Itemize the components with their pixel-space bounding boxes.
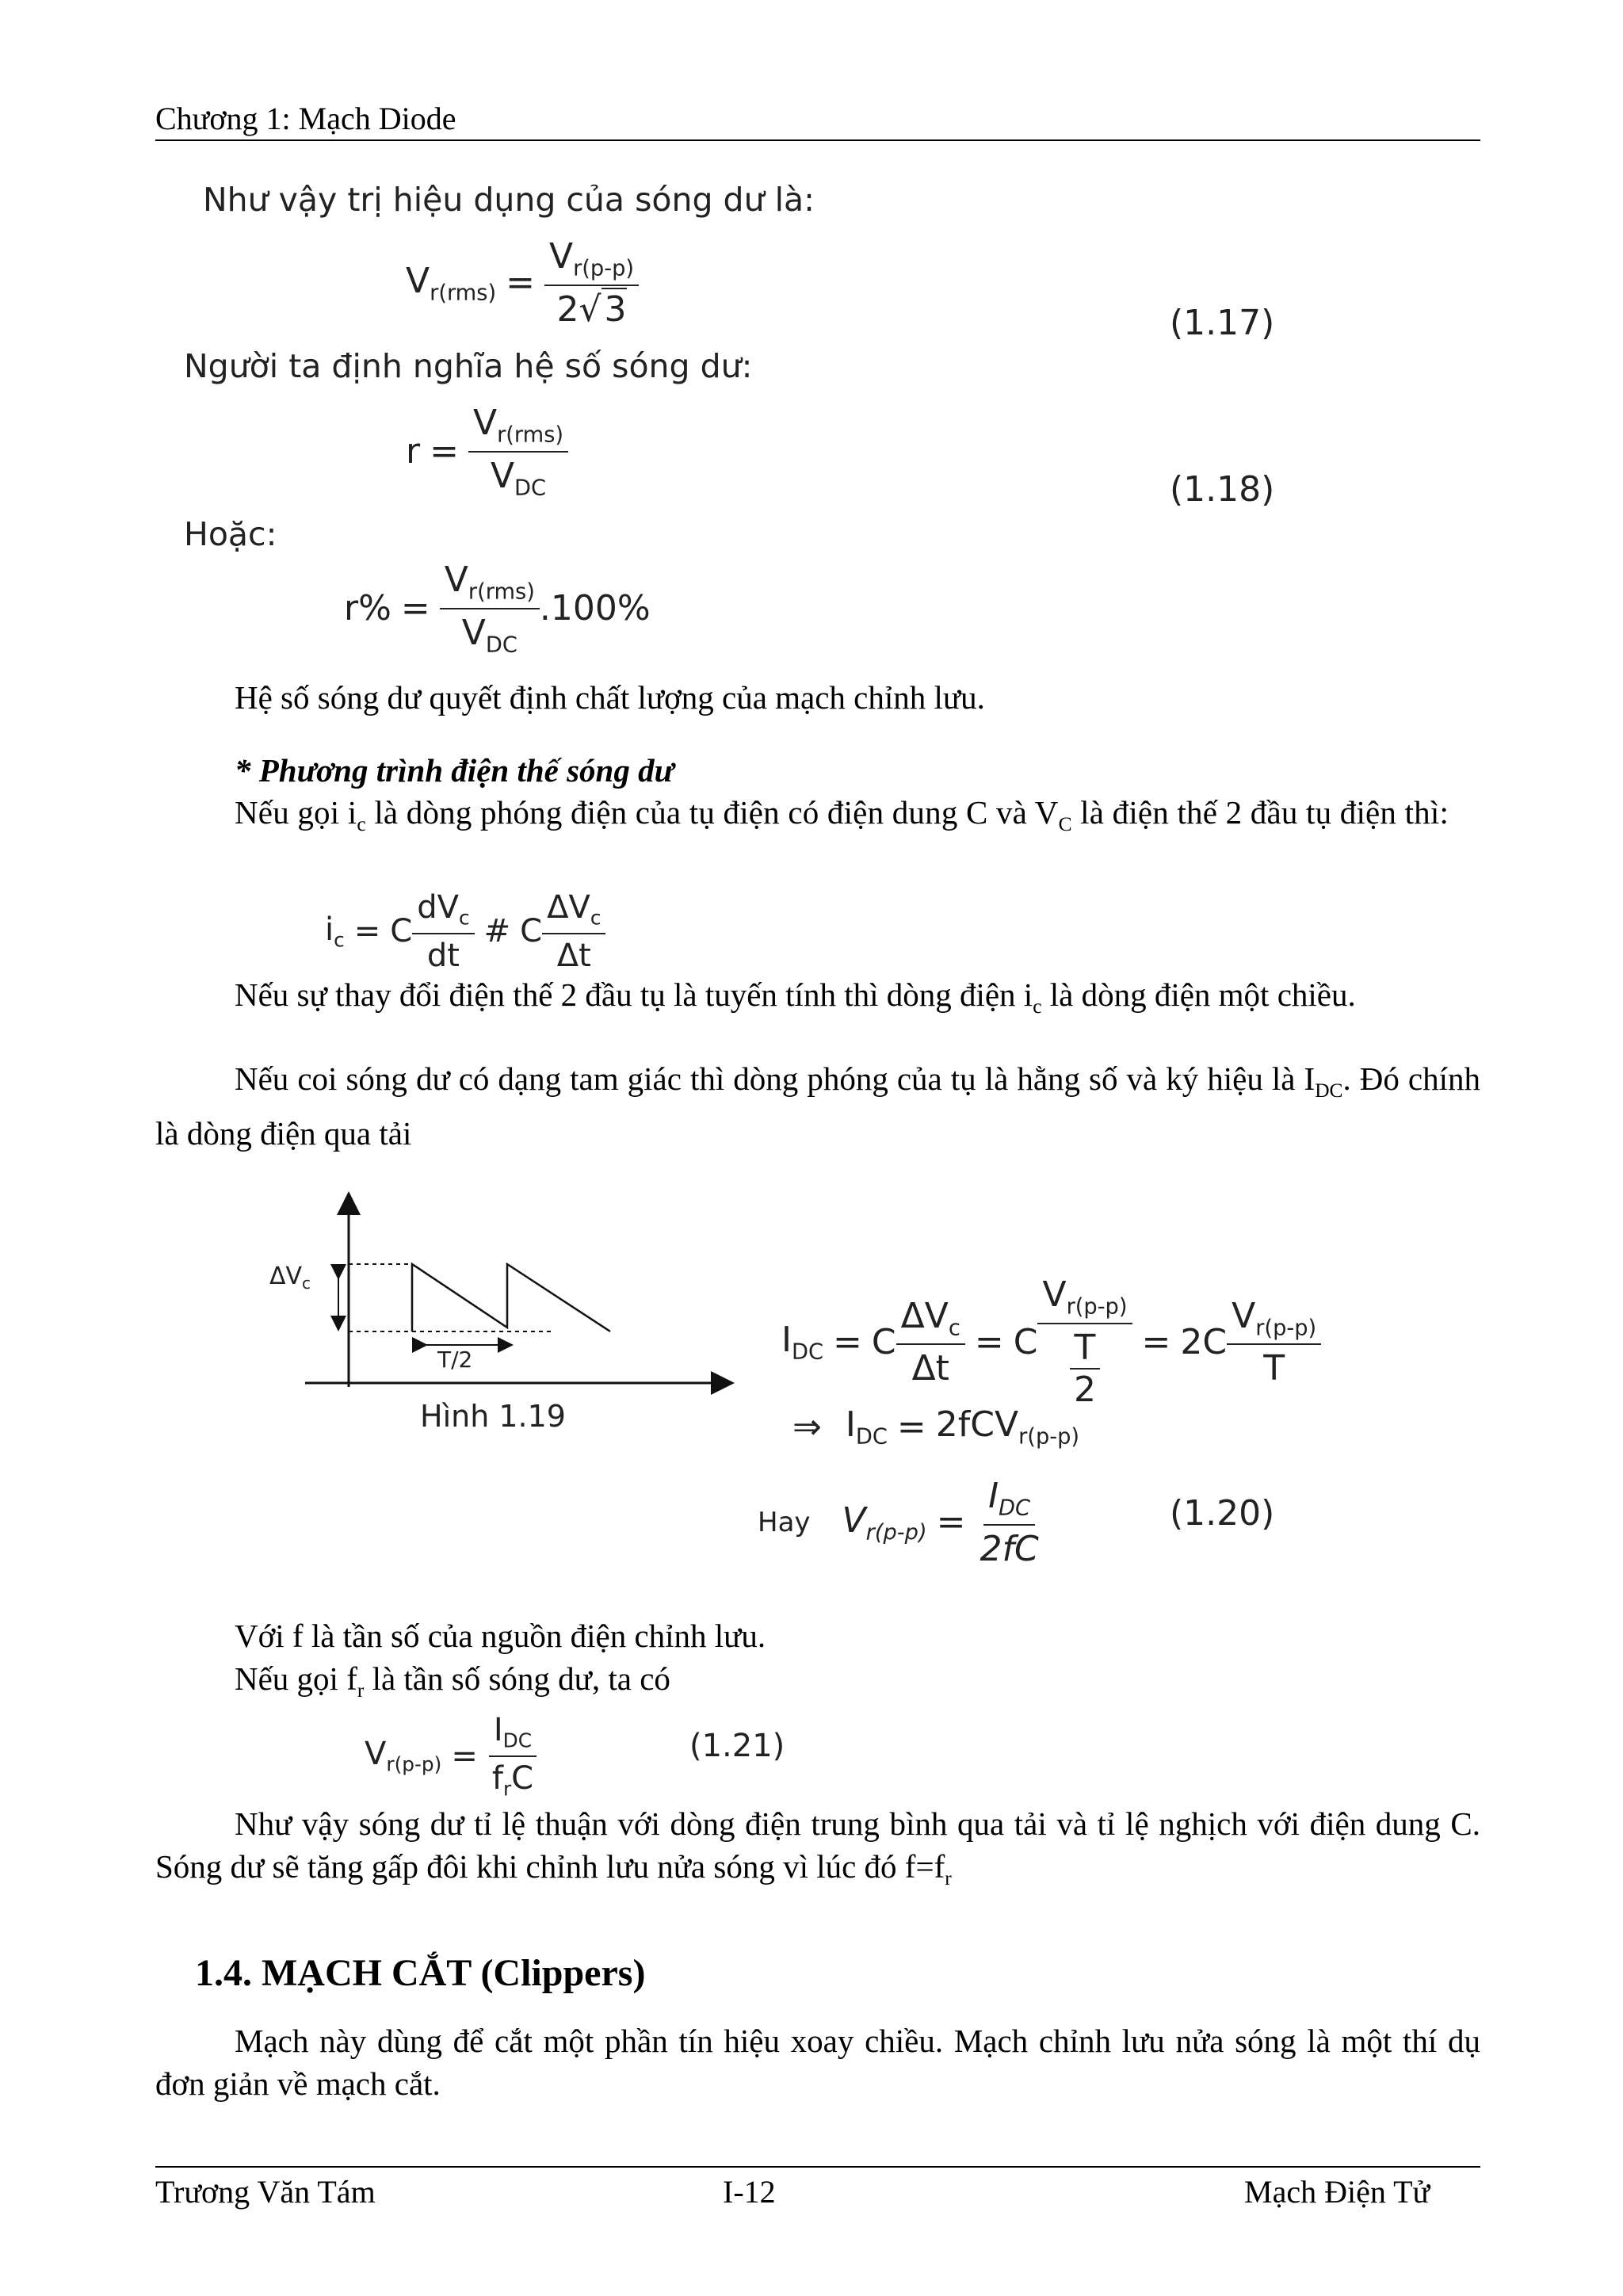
paragraph-clippers: Mạch này dùng để cắt một phần tín hiệu xoay chiều. Mạch chỉnh lưu nửa sóng là một thí dụ đơn giản về mạch cắt. bbox=[155, 2023, 1480, 2102]
figure-caption: Hình 1.19 bbox=[420, 1399, 566, 1434]
eq117-number: (1.17) bbox=[1170, 303, 1275, 343]
equation-ic: $i_c$ = C $\frac{dV_c}{dt}$ # C $\frac{\Delta V_c}{\Delta t}$ bbox=[325, 889, 605, 974]
equation-1-18: r = $\frac{V_{r(rms)}}{V_{DC}}$ bbox=[406, 403, 568, 500]
equation-ripple-percent: r% = $\frac{V_{r(rms)}}{V_{DC}}$ .100% bbox=[344, 560, 651, 658]
frequency-definition: Với f là tần số của nguồn điện chỉnh lưu. bbox=[235, 1618, 766, 1654]
or-label: Hoặc: bbox=[184, 515, 277, 553]
footer-book-title: Mạch Điện Tử bbox=[1244, 2174, 1430, 2210]
header-rule bbox=[155, 139, 1480, 141]
paragraph-discharge-current: Nếu gọi $i_c$ là dòng phóng điện của tụ điện có điện dung C và $V_C$ là điện thế 2 đầu tụ điện thì: bbox=[235, 794, 1449, 835]
equation-idc: $I_{DC}$ = C $\frac{\Delta V_c}{\Delta t}$ = C $V_{r(p-p)}$ T 2 = 2C $\frac{V_{r(p-p)}}{T}$ bbox=[781, 1274, 1321, 1410]
ripple-factor-definition: Người ta định nghĩa hệ số sóng dư: bbox=[184, 347, 753, 385]
footer-author: Trương Văn Tám bbox=[155, 2174, 376, 2210]
paragraph-conclusion: Như vậy sóng dư tỉ lệ thuận với dòng điện trung bình qua tải và tỉ lệ nghịch với điện dung C. Sóng dư sẽ tăng gấp đôi khi chỉnh lưu nửa sóng vì lúc đó $f=f_r$ bbox=[155, 1805, 1480, 1889]
section-heading-clippers: 1.4. MẠCH CẮT (Clippers) bbox=[195, 1952, 646, 1994]
ripple-frequency-definition: Nếu gọi $f_r$ là tần số sóng dư, ta có bbox=[235, 1660, 670, 1702]
delta-vc-label: $\Delta V_c$ bbox=[269, 1263, 311, 1293]
equation-1-21: $V_{r(p-p)}$ = $\frac{I_{DC}}{f_rC}$ bbox=[365, 1712, 538, 1800]
chapter-header: Chương 1: Mạch Diode bbox=[155, 101, 456, 136]
equation-idc-result: ⇒ $I_{DC}$ = 2fCV$_{r(p-p)}$ bbox=[792, 1404, 1080, 1450]
footer-page-number: I-12 bbox=[723, 2174, 776, 2210]
figure-1-19-ripple-waveform bbox=[262, 1189, 737, 1450]
footer-rule bbox=[155, 2166, 1480, 2168]
eq117-lhs: $V_{r(rms)}$ bbox=[406, 260, 497, 306]
period-label: T/2 bbox=[437, 1347, 473, 1373]
paragraph-triangle-ripple: Nếu coi sóng dư có dạng tam giác thì dòng phóng của tụ là hằng số và ký hiệu là $I_{DC}$. Đó chính là dòng điện qua tải bbox=[155, 1060, 1480, 1152]
equation-1-20: Hay $V_{r(p-p)}$ = $\frac{I_{DC}}{2fC}$ bbox=[758, 1476, 1039, 1569]
quality-sentence: Hệ số sóng dư quyết định chất lượng của mạch chỉnh lưu. bbox=[235, 679, 985, 716]
eq118-number: (1.18) bbox=[1170, 469, 1275, 510]
ripple-equation-subheading: * Phương trình điện thế sóng dư bbox=[235, 752, 674, 789]
eq117-fraction: $\frac{V_{r(p-p)}}{2√3}$ bbox=[544, 236, 639, 330]
rms-intro: Như vậy trị hiệu dụng của sóng dư là: bbox=[203, 181, 815, 219]
paragraph-linear-change: Nếu sự thay đổi điện thế 2 đầu tụ là tuyến tính thì dòng điện $i_c$ là dòng điện một chiều. bbox=[235, 976, 1356, 1018]
eq121-number: (1.21) bbox=[689, 1728, 785, 1764]
eq120-number: (1.20) bbox=[1170, 1493, 1275, 1534]
sawtooth-wave bbox=[412, 1264, 610, 1331]
equation-1-17: $V_{r(rms)}$ = $\frac{V_{r(p-p)}}{2√3}$ bbox=[406, 236, 639, 330]
